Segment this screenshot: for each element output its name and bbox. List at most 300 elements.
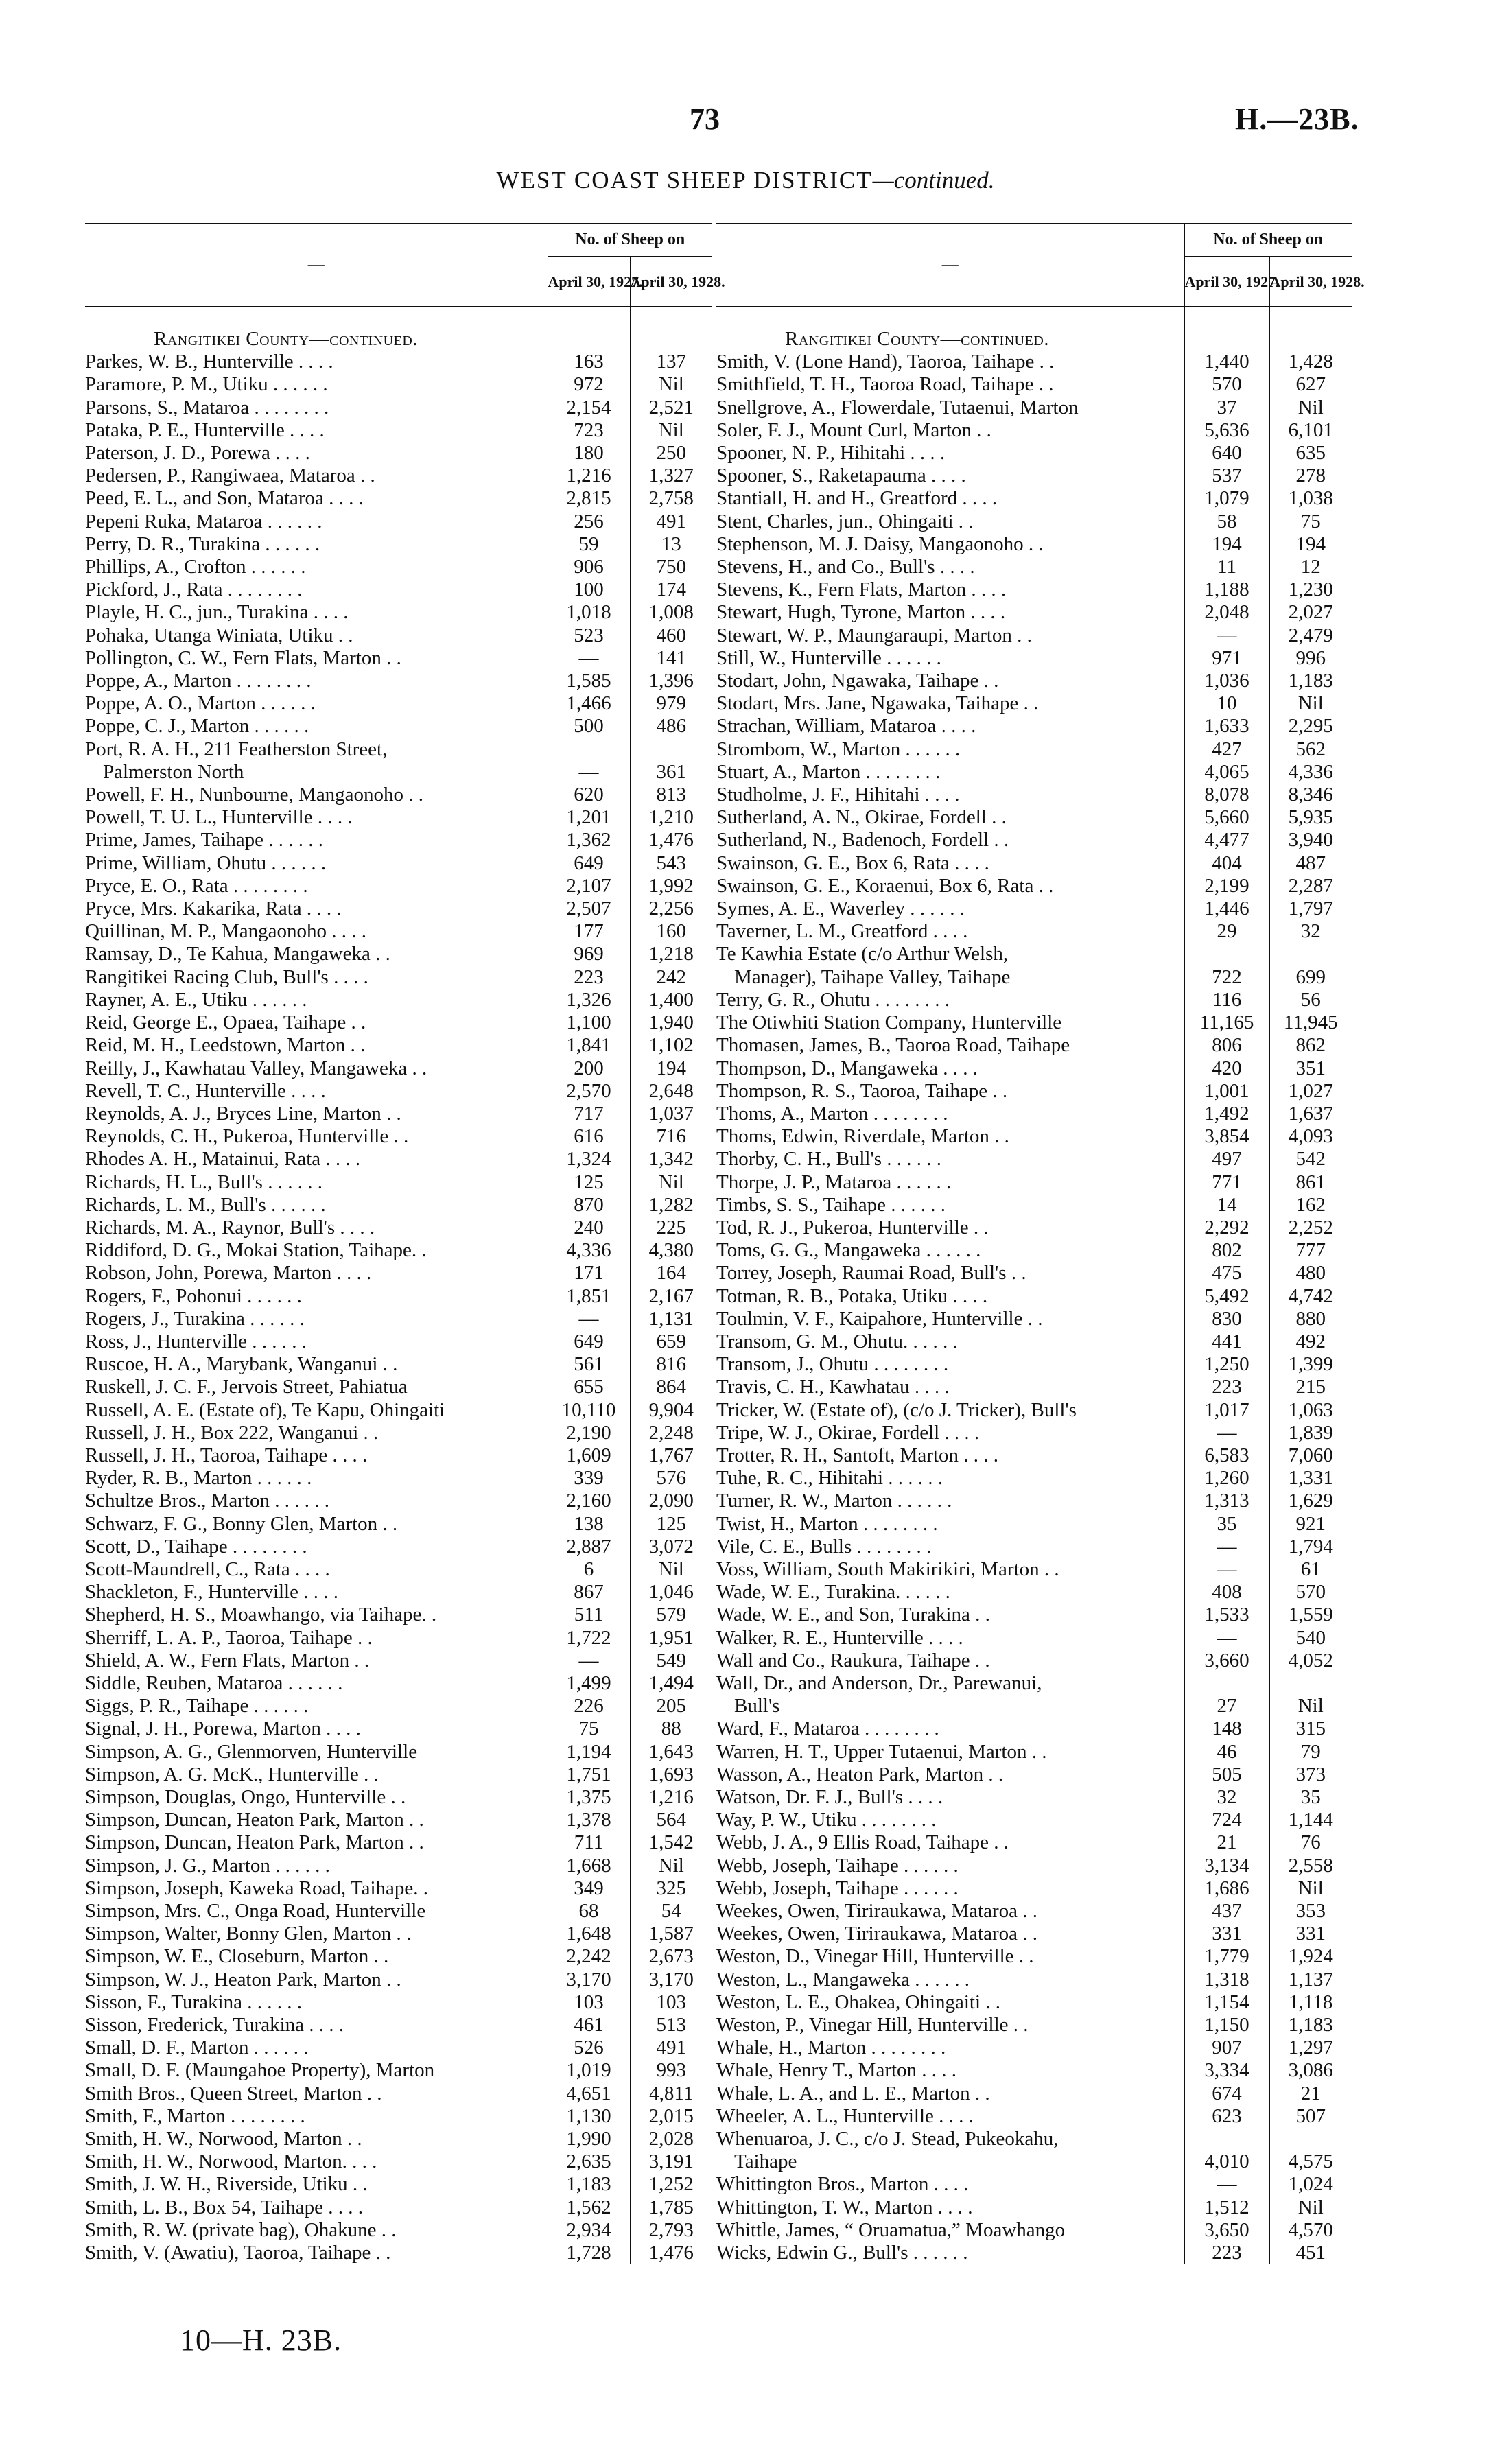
sheep-count-1928: 1,210	[630, 806, 712, 829]
sheep-count-1927: 2,199	[1184, 875, 1269, 897]
owner-name-text: Simpson, Walter, Bonny Glen, Marton . .	[85, 1923, 412, 1945]
sheep-count-1928: Nil	[630, 373, 712, 396]
sheep-count-1928: 4,811	[630, 2082, 712, 2105]
sheep-count-1927: 2,107	[548, 875, 630, 897]
sheep-count-1927: 200	[548, 1057, 630, 1080]
sheep-count-1928: 2,252	[1269, 1217, 1352, 1239]
sheep-count-1928: 61	[1269, 1558, 1352, 1581]
table-row	[716, 670, 1352, 692]
owner-name-text: Pepeni Ruka, Mataroa . . . . . .	[85, 510, 322, 532]
table-row	[716, 2219, 1352, 2242]
sheep-count-1927: —	[1184, 1422, 1269, 1444]
owner-name	[716, 1330, 1184, 1353]
table-row	[85, 2082, 712, 2105]
sheep-count-1927: —	[1184, 1558, 1269, 1581]
sheep-count-1927: 194	[1184, 533, 1269, 556]
owner-name-text: Paterson, J. D., Porewa . . . .	[85, 442, 310, 465]
owner-name	[85, 556, 548, 578]
sheep-count-1928: 491	[630, 2037, 712, 2059]
owner-name-text: Strachan, William, Mataroa . . . .	[716, 715, 976, 738]
table-row	[716, 1717, 1352, 1740]
owner-name	[716, 578, 1184, 601]
sheep-count-group-header: No. of Sheep on	[1184, 224, 1352, 257]
sheep-count-1928: 750	[630, 556, 712, 578]
sheep-count-1927: 1,375	[548, 1786, 630, 1809]
table-row	[716, 761, 1352, 784]
sheep-count-1928: 564	[630, 1809, 712, 1831]
sheep-count-1928: 1,144	[1269, 1809, 1352, 1831]
owner-name	[85, 2242, 548, 2264]
table-row	[716, 533, 1352, 556]
sheep-count-1928: 3,940	[1269, 829, 1352, 852]
owner-name	[85, 1672, 548, 1695]
owner-name-text: Sisson, Frederick, Turakina . . . .	[85, 2014, 344, 2037]
owner-name-text: Ramsay, D., Te Kahua, Mangaweka . .	[85, 943, 390, 965]
owner-name	[85, 487, 548, 510]
owner-name-text: Revell, T. C., Hunterville . . . .	[85, 1079, 326, 1102]
sheep-count-1928: Nil	[1269, 397, 1352, 419]
owner-name-text: Smith, V. (Lone Hand), Taoroa, Taihape . .	[716, 351, 1055, 373]
sheep-count-1927: 8,078	[1184, 784, 1269, 806]
owner-name	[716, 852, 1184, 875]
table-row	[716, 1262, 1352, 1284]
table-row	[716, 1741, 1352, 1763]
sheep-count-1927: 2,242	[548, 1945, 630, 1968]
table-row	[85, 2150, 712, 2173]
sheep-count-1927: —	[548, 1308, 630, 1330]
owner-name-text: Wade, W. E., Turakina. . . . . .	[716, 1581, 950, 1604]
owner-name-text: The Otiwhiti Station Company, Hunterville	[716, 1011, 1062, 1034]
owner-name-text: Smith Bros., Queen Street, Marton . .	[85, 2082, 382, 2104]
table-row	[85, 1103, 712, 1125]
sheep-count-1928: 242	[630, 966, 712, 989]
sheep-count-1928: 1,587	[630, 1923, 712, 1945]
owner-name	[85, 1604, 548, 1626]
sheep-count-1928: 12	[1269, 556, 1352, 578]
owner-name	[716, 1945, 1184, 1968]
sheep-count-1928: 1,542	[630, 1831, 712, 1854]
owner-name-text: Smith, J. W. H., Riverside, Utiku . .	[85, 2173, 368, 2196]
sheep-count-1928: 862	[1269, 1034, 1352, 1057]
sheep-count-1927: 1,036	[1184, 670, 1269, 692]
owner-name	[85, 1490, 548, 1512]
sheep-count-1927: 163	[548, 351, 630, 373]
owner-name-text: Way, P. W., Utiku . . . . . . . .	[716, 1809, 937, 1831]
sheep-count-1928: 125	[630, 1513, 712, 1536]
sheep-count-1928: 1,637	[1269, 1103, 1352, 1125]
owner-name-text: Smith, V. (Awatiu), Taoroa, Taihape . .	[85, 2242, 391, 2264]
table-row	[85, 1877, 712, 1900]
owner-name-text: Smith, H. W., Norwood, Marton. . . .	[85, 2150, 377, 2173]
owner-name-text: Ruscoe, H. A., Marybank, Wanganui . .	[85, 1353, 398, 1376]
sheep-count-1927: 408	[1184, 1581, 1269, 1604]
owner-name-text: Ruskell, J. C. F., Jervois Street, Pahiatua	[85, 1376, 408, 1398]
sheep-count-1927: 1,130	[548, 2105, 630, 2128]
table-row	[716, 556, 1352, 578]
owner-name	[85, 1717, 548, 1740]
sheep-count-1927: 570	[1184, 373, 1269, 396]
owner-name-text: Sisson, F., Turakina . . . . . .	[85, 1991, 302, 2013]
table-row	[85, 2219, 712, 2242]
sheep-count-1927: 6,583	[1184, 1444, 1269, 1467]
owner-name	[716, 1080, 1184, 1103]
sheep-count-1927: 1,201	[548, 806, 630, 829]
owner-name	[85, 1148, 548, 1171]
owner-name-text: Whenuaroa, J. C., c/o J. Stead, Pukeokahu,	[716, 2128, 1059, 2150]
owner-name-text: Stevens, K., Fern Flats, Marton . . . .	[716, 578, 1007, 601]
sheep-count-1928: 993	[630, 2059, 712, 2082]
owner-name-text: Rhodes A. H., Matainui, Rata . . . .	[85, 1148, 361, 1171]
sheep-count-1927: 68	[548, 1900, 630, 1923]
owner-name	[716, 784, 1184, 806]
sheep-count-1927: 497	[1184, 1148, 1269, 1171]
sheep-count-1927: 171	[548, 1262, 630, 1284]
sheep-count-1927: 723	[548, 419, 630, 442]
sheep-count-group-header: No. of Sheep on	[548, 224, 712, 257]
owner-name-text: Reid, George E., Opaea, Taihape . .	[85, 1011, 366, 1034]
sheep-count-1927: 349	[548, 1877, 630, 1900]
table-row	[85, 1399, 712, 1422]
sheep-count-1927: 802	[1184, 1239, 1269, 1262]
owner-name	[85, 511, 548, 533]
owner-name-text: Shackleton, F., Hunterville . . . .	[85, 1581, 338, 1604]
sheep-count-1928: 1,037	[630, 1103, 712, 1125]
sheep-count-1928: 576	[630, 1467, 712, 1490]
owner-name-text: Studholme, J. F., Hihitahi . . . .	[716, 784, 960, 806]
table-row	[85, 1763, 712, 1786]
owner-name	[85, 1239, 548, 1262]
owner-name-text: Tod, R. J., Pukeroa, Hunterville . .	[716, 1216, 989, 1239]
sheep-count-1928: 9,904	[630, 1399, 712, 1422]
sheep-count-1927: 537	[1184, 465, 1269, 487]
table-row	[85, 1285, 712, 1308]
sheep-count-1928: 1,342	[630, 1148, 712, 1171]
sheep-count-1927: 3,170	[548, 1969, 630, 1991]
sheep-count-1927: 1,378	[548, 1809, 630, 1831]
sheep-count-1928: 460	[630, 624, 712, 647]
owner-name-text: Voss, William, South Makirikiri, Marton . .	[716, 1558, 1059, 1580]
table-row	[85, 784, 712, 806]
document-reference: H.—23B.	[1235, 102, 1359, 136]
owner-name	[85, 1217, 548, 1239]
table-row	[85, 1558, 712, 1581]
sheep-count-1927: 511	[548, 1604, 630, 1626]
owner-name	[716, 1444, 1184, 1467]
sheep-count-1928: 137	[630, 351, 712, 373]
table-row	[85, 1422, 712, 1444]
owner-name-text: Wall and Co., Raukura, Taihape . .	[716, 1649, 990, 1671]
sheep-count-1927: 969	[548, 943, 630, 965]
sheep-count-1928: 1,027	[1269, 1080, 1352, 1103]
sheep-count-1928: 4,093	[1269, 1125, 1352, 1148]
sheep-count-1927: 35	[1184, 1513, 1269, 1536]
sheep-count-1927: 4,336	[548, 1239, 630, 1262]
owner-name-continuation: Manager), Taihape Valley, Taihape	[734, 965, 1011, 988]
table-row	[85, 1057, 712, 1080]
table-row	[85, 852, 712, 875]
sheep-count-1928: 1,767	[630, 1444, 712, 1467]
table-row	[716, 1786, 1352, 1809]
table-row	[716, 875, 1352, 897]
owner-name	[716, 1399, 1184, 1422]
table-row	[85, 1148, 712, 1171]
owner-name-text: Vile, C. E., Bulls . . . . . . . .	[716, 1535, 932, 1558]
owner-name-text: Taverner, L. M., Greatford . . . .	[716, 920, 968, 943]
right-sheep-table	[716, 223, 1365, 2264]
table-row	[85, 647, 712, 670]
left-table-body	[85, 307, 712, 2264]
sheep-count-1927: —	[548, 738, 630, 784]
sheep-count-1928: 507	[1269, 2105, 1352, 2128]
owner-name-text: Thomasen, James, B., Taoroa Road, Taihape	[716, 1034, 1070, 1057]
sheep-count-1927: 2,934	[548, 2219, 630, 2242]
sheep-count-1928: 2,295	[1269, 715, 1352, 738]
owner-name-text: Simpson, Douglas, Ongo, Hunterville . .	[85, 1786, 406, 1808]
sheep-count-1928: 6,101	[1269, 419, 1352, 442]
sheep-count-1927: 526	[548, 2037, 630, 2059]
table-row	[716, 1900, 1352, 1923]
owner-name-text: Weekes, Owen, Tiriraukawa, Mataroa . .	[716, 1900, 1037, 1923]
owner-name-text: Richards, L. M., Bull's . . . . . .	[85, 1193, 326, 1216]
sheep-count-1927: 1,585	[548, 670, 630, 692]
sheep-count-1927: 1,562	[548, 2196, 630, 2219]
owner-name-text: Pryce, Mrs. Kakarika, Rata . . . .	[85, 897, 342, 920]
table-row	[85, 1923, 712, 1945]
sheep-count-1928: 160	[630, 920, 712, 943]
sheep-count-1928: 1,297	[1269, 2037, 1352, 2059]
table-row	[716, 373, 1352, 396]
table-row	[716, 738, 1352, 761]
owner-name-text: Russell, A. E. (Estate of), Te Kapu, Ohingaiti	[85, 1398, 445, 1421]
table-row	[716, 1627, 1352, 1650]
sheep-count-1927: 1,183	[548, 2173, 630, 2196]
table-row	[85, 989, 712, 1011]
sheep-count-1928: 2,167	[630, 1285, 712, 1308]
sheep-count-1927: 1,188	[1184, 578, 1269, 601]
table-row	[716, 1467, 1352, 1490]
owner-name	[716, 1786, 1184, 1809]
owner-name	[85, 624, 548, 647]
owner-name-text: Simpson, A. G. McK., Hunterville . .	[85, 1763, 379, 1785]
sheep-count-1928: 562	[1269, 738, 1352, 761]
sheep-count-1928: 1,230	[1269, 578, 1352, 601]
owner-name-continuation: Bull's	[734, 1695, 780, 1717]
name-column-header: —	[85, 224, 548, 307]
owner-name	[716, 761, 1184, 784]
sheep-count-1927: 177	[548, 920, 630, 943]
sheep-count-1927: 2,635	[548, 2150, 630, 2173]
sheep-count-1927: 717	[548, 1103, 630, 1125]
owner-name	[85, 2105, 548, 2128]
owner-name	[716, 715, 1184, 738]
sheep-count-1928: 1,428	[1269, 351, 1352, 373]
table-row	[716, 1376, 1352, 1398]
owner-name-text: Pollington, C. W., Fern Flats, Marton . .	[85, 646, 401, 669]
table-row	[85, 738, 712, 784]
owner-name	[85, 1171, 548, 1194]
owner-name-text: Sherriff, L. A. P., Taoroa, Taihape . .	[85, 1626, 373, 1649]
owner-name-text: Phillips, A., Crofton . . . . . .	[85, 556, 306, 578]
sheep-count-1927: 1,751	[548, 1763, 630, 1786]
table-row	[716, 1558, 1352, 1581]
sheep-count-1927: 1,533	[1184, 1604, 1269, 1626]
table-row	[85, 419, 712, 442]
owner-name	[716, 1057, 1184, 1080]
owner-name	[716, 1125, 1184, 1148]
table-row	[85, 1672, 712, 1695]
sheep-count-1927: 11,165	[1184, 1011, 1269, 1034]
table-row	[716, 351, 1352, 373]
owner-name	[716, 1969, 1184, 1991]
owner-name-text: Tuhe, R. C., Hihitahi . . . . . .	[716, 1467, 943, 1490]
owner-name-text: Webb, Joseph, Taihape . . . . . .	[716, 1854, 959, 1877]
sheep-count-1927: 972	[548, 373, 630, 396]
sheep-count-1927: 6	[548, 1558, 630, 1581]
sheep-count-1927: 971	[1184, 647, 1269, 670]
owner-name-text: Te Kawhia Estate (c/o Arthur Welsh,	[716, 943, 1009, 965]
sheep-count-1927: 4,477	[1184, 829, 1269, 852]
sheep-count-1928: 7,060	[1269, 1444, 1352, 1467]
table-row	[85, 1695, 712, 1717]
owner-name	[85, 351, 548, 373]
owner-name	[85, 1581, 548, 1604]
sheep-count-1928: 4,052	[1269, 1650, 1352, 1672]
owner-name	[716, 1171, 1184, 1194]
table-row	[716, 897, 1352, 920]
table-row	[716, 2037, 1352, 2059]
sheep-count-1927: 722	[1184, 943, 1269, 988]
owner-name-text: Perry, D. R., Turakina . . . . . .	[85, 532, 320, 555]
owner-name-text: Poppe, A., Marton . . . . . . . .	[85, 670, 312, 692]
owner-name	[85, 2014, 548, 2037]
sheep-count-1928: 491	[630, 511, 712, 533]
owner-name-text: Small, D. F., Marton . . . . . .	[85, 2037, 309, 2059]
sheep-count-1928: 1,024	[1269, 2173, 1352, 2196]
owner-name	[85, 1103, 548, 1125]
owner-name	[85, 601, 548, 624]
owner-name-text: Wicks, Edwin G., Bull's . . . . . .	[716, 2242, 968, 2264]
table-row	[85, 1308, 712, 1330]
sheep-count-1928: 659	[630, 1330, 712, 1353]
owner-name-text: Soler, F. J., Mount Curl, Marton . .	[716, 419, 991, 441]
sheep-count-1927: 10,110	[548, 1399, 630, 1422]
sheep-count-1928: 32	[1269, 920, 1352, 943]
owner-name	[85, 442, 548, 465]
sheep-count-1927: —	[1184, 1627, 1269, 1650]
owner-name	[716, 692, 1184, 715]
section-heading: Rangitikei County—continued.	[785, 328, 1050, 350]
sheep-count-1928: 361	[630, 738, 712, 784]
owner-name	[716, 1308, 1184, 1330]
owner-name	[85, 1809, 548, 1831]
sheep-count-1927: 1,001	[1184, 1080, 1269, 1103]
table-row	[716, 1399, 1352, 1422]
owner-name-text: Shepherd, H. S., Moawhango, via Taihape. .	[85, 1604, 437, 1626]
sheep-count-1928: 880	[1269, 1308, 1352, 1330]
sheep-count-1928: 11,945	[1269, 1011, 1352, 1034]
table-row	[85, 2059, 712, 2082]
owner-name	[85, 1353, 548, 1376]
sheep-count-1927: 1,324	[548, 1148, 630, 1171]
owner-name	[716, 943, 1184, 988]
owner-name-text: Trotter, R. H., Santoft, Marton . . . .	[716, 1444, 999, 1466]
table-row	[85, 897, 712, 920]
owner-name-text: Siddle, Reuben, Mataroa . . . . . .	[85, 1671, 343, 1694]
owner-name	[85, 1308, 548, 1330]
owner-name	[85, 1376, 548, 1398]
table-row	[716, 989, 1352, 1011]
table-row	[716, 1604, 1352, 1626]
owner-name-text: Whittle, James, “ Oruamatua,” Moawhango	[716, 2218, 1066, 2241]
table-row	[716, 1923, 1352, 1945]
sheep-count-1927: 1,668	[548, 1855, 630, 1877]
owner-name-text: Pedersen, P., Rangiwaea, Mataroa . .	[85, 465, 375, 487]
sheep-count-1927: 867	[548, 1581, 630, 1604]
sheep-count-1928: 2,015	[630, 2105, 712, 2128]
owner-name-text: Russell, J. H., Box 222, Wanganui . .	[85, 1421, 379, 1444]
sheep-count-1928: Nil	[1269, 692, 1352, 715]
sheep-count-1927: 830	[1184, 1308, 1269, 1330]
table-row	[85, 351, 712, 373]
table-row	[716, 943, 1352, 988]
table-row	[85, 1741, 712, 1763]
table-row	[85, 2105, 712, 2128]
sheep-count-1928: 2,287	[1269, 875, 1352, 897]
owner-name-text: Pataka, P. E., Hunterville . . . .	[85, 419, 325, 441]
sheep-count-1928: 2,256	[630, 897, 712, 920]
sheep-count-1928: 225	[630, 1217, 712, 1239]
owner-name	[716, 1831, 1184, 1854]
table-row	[716, 920, 1352, 943]
sheep-count-1928: 579	[630, 1604, 712, 1626]
sheep-count-1928: 3,170	[630, 1969, 712, 1991]
owner-name	[716, 647, 1184, 670]
sheep-count-1928: 777	[1269, 1239, 1352, 1262]
table-row	[716, 1490, 1352, 1512]
sheep-count-1927: 500	[548, 715, 630, 738]
table-row	[85, 487, 712, 510]
table-row	[716, 1444, 1352, 1467]
sheep-count-1927: 404	[1184, 852, 1269, 875]
table-row	[716, 806, 1352, 829]
sheep-count-1927: 75	[548, 1717, 630, 1740]
owner-name-continuation: Taihape	[734, 2150, 797, 2173]
owner-name-text: Torrey, Joseph, Raumai Road, Bull's . .	[716, 1262, 1026, 1284]
sheep-count-1927: 1,499	[548, 1672, 630, 1695]
owner-name-text: Prime, James, Taihape . . . . . .	[85, 829, 323, 852]
owner-name-text: Toms, G. G., Mangaweka . . . . . .	[716, 1239, 981, 1262]
owner-name-text: Tricker, W. (Estate of), (c/o J. Tricker), Bull's	[716, 1398, 1077, 1421]
table-row	[716, 1080, 1352, 1103]
owner-name-text: Peed, E. L., and Son, Mataroa . . . .	[85, 487, 364, 510]
owner-name	[716, 1627, 1184, 1650]
sheep-count-1928: 315	[1269, 1717, 1352, 1740]
sheep-count-1927: 437	[1184, 1900, 1269, 1923]
table-row	[85, 1855, 712, 1877]
owner-name-text: Pohaka, Utanga Winiata, Utiku . .	[85, 624, 353, 646]
table-row	[716, 2128, 1352, 2173]
sheep-count-1927: 870	[548, 1194, 630, 1217]
table-row	[716, 2173, 1352, 2196]
owner-name-text: Weekes, Owen, Tiriraukawa, Mataroa . .	[716, 1923, 1037, 1945]
owner-name-text: Richards, M. A., Raynor, Bull's . . . .	[85, 1216, 375, 1239]
table-row	[716, 2242, 1352, 2264]
sheep-count-1928: 215	[1269, 1376, 1352, 1398]
sheep-count-1928: 278	[1269, 465, 1352, 487]
sheep-count-1927: 1,260	[1184, 1467, 1269, 1490]
owner-name	[716, 1536, 1184, 1558]
owner-name-text: Still, W., Hunterville . . . . . .	[716, 646, 941, 669]
